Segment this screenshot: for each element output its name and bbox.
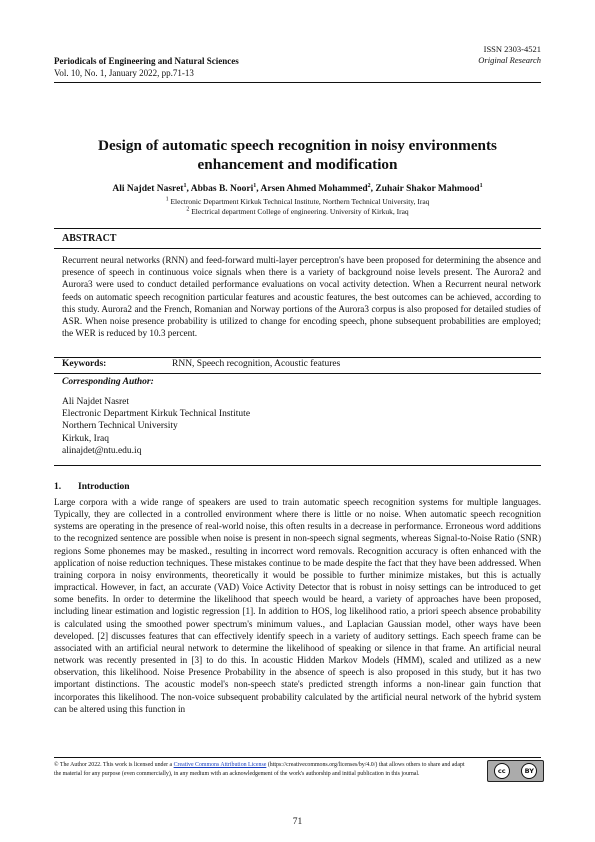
author-affiliation-marker: 1 [253, 182, 257, 189]
abstract-text: Recurrent neural networks (RNN) and feed-forward multi-layer perceptron's have been proposed for determining the absence and presence of speech in continuous voice signals when there is a variety of background noise levels present. The Aurora2 and Aurora3 were used to conduct detailed performance evaluations on vocal activity detection. When a Recurrent neural network feeds on automatic speech recognition particular features and acoustic features, the best outcomes can be achieved, according to this study. Aurora2 and the French, Romanian and Norway portions of the Aurora3 corpus is also proposed for detailed studies of ASR. When noise presence probability is utilized to change for encoding speech, phone subsequent probabilities are employed; the WER is reduced by 10.3 percent. [62, 255, 541, 339]
author-affiliation-marker: 2 [367, 182, 371, 189]
by-icon: BY [521, 763, 537, 779]
author-separator: , [370, 184, 376, 194]
keywords-value: RNN, Speech recognition, Acoustic features [172, 359, 341, 369]
corresponding-university: Northern Technical University [62, 421, 178, 432]
author-affiliation-marker: 1 [183, 182, 187, 189]
affiliation-marker: 1 [165, 196, 169, 203]
section-title: Introduction [78, 482, 130, 492]
affiliation-text: Electrical department College of engineering. University of Kirkuk, Iraq [189, 207, 409, 216]
author-separator: , [256, 184, 261, 194]
license-link[interactable]: Creative Commons Attribution License [173, 762, 267, 768]
author-separator: , [186, 184, 191, 194]
corresponding-author-heading: Corresponding Author: [62, 377, 154, 387]
corresponding-email[interactable]: alinajdet@ntu.edu.iq [62, 445, 142, 456]
paper-title: Design of automatic speech recognition in noisy environments enhancement and modification [98, 137, 497, 173]
keywords-row [62, 359, 340, 369]
author-list [54, 184, 541, 194]
keywords-top-rule [54, 357, 541, 358]
affiliation-text: Electronic Department Kirkuk Technical Institute, Northern Technical University, Iraq [168, 197, 430, 206]
license-rest: (https://creativecommons.org/licenses/by/4.0/) that allows others to share and adapt the material for any purpose (even commercially), in any medium with an acknowledgement of the work's authorship and initial publication in this journal. [54, 762, 465, 777]
header-divider [54, 82, 541, 83]
article-type: Original Research [478, 55, 541, 65]
affiliation-line [54, 197, 541, 207]
journal-name: Periodicals of Engineering and Natural Sciences [54, 56, 239, 66]
footer-rule [54, 757, 541, 758]
cc-by-badge[interactable] [487, 760, 544, 782]
page-number: 71 [292, 817, 303, 827]
abstract-heading-rule [54, 248, 541, 249]
cc-icon: cc [494, 763, 510, 779]
affiliation-marker: 2 [186, 206, 190, 213]
author-name: Arsen Ahmed Mohammed [260, 184, 368, 194]
license-notice [54, 761, 469, 779]
introduction-text: Large corpora with a wide range of speakers are used to train automatic speech recognition systems for multiple languages. Typically, they are collected in a controlled environment where there is little or no noise. When automatic speech recognition systems are operating in the presence of real-world noise, this often results in a decrease in performance. Erroneous word additions to the recognized sentence are possible when noise is present in non-speech signal segments, whereas Signal-to-Noise Ratio (SNR) regions Some phonemes may be masked., resulting in incorrect word removals. Recognition accuracy is often enhanced with the application of noise reduction techniques. These mistakes continue to be made despite the fact that they have been addressed. When training corpora in noisy environments, theoretically it would be possible to further minimize mistakes, but this is actually impractical. However, in fact, an accurate (VAD) Voice Activity Detector that is robust in noisy settings can be introduced to get some benefits. In order to determine the likelihood that speech would be heard, a variety of approaches have been proposed, including linear estimation and logistic regression [1]. In addition to HOS, log likelihood ratio, a priori speech absence probability is calculated using the smoothed power spectrum's minimum values., and Laplacian Gaussian model, other ways have been developed. [2] discusses features that can effectively identify speech in a variety of auditory settings. Each speech frame can be associated with an artificial neural network to determine the likelihood of speaking or silence in that frame. An artificial neural network was recently presented in [3] to do this. In acoustic Hidden Markov Models (HMM), scaled and utilized as a new observation, this likelihood. Noise Presence Probability in the absence of speech is also proposed in this study, but it has two important distinctions. The acoustic model's non-speech state's predicted strength informs a non-linear gain function that incorporates this likelihood. The non-voice subsequent probability calculated by the artificial neural network of the hybrid system can be altered using this function in [54, 497, 541, 714]
abstract-top-rule [54, 228, 541, 229]
affiliation-line [54, 207, 541, 217]
issn: ISSN 2303-4521 [483, 44, 541, 54]
journal-volume: Vol. 10, No. 1, January 2022, pp.71-13 [54, 67, 194, 78]
corresponding-name: Ali Najdet Nasret [62, 397, 130, 407]
author-name: Zuhair Shakor Mahmood [375, 184, 480, 194]
corresponding-location: Kirkuk, Iraq [62, 433, 109, 444]
keywords-bottom-rule [54, 373, 541, 374]
issn-block [478, 44, 541, 66]
corresponding-author-details [62, 396, 250, 457]
author-name: Abbas B. Noori [190, 184, 254, 194]
abstract-heading: ABSTRACT [62, 233, 117, 244]
license-copyright: © The Author 2022. This work is licensed under a [54, 762, 174, 768]
section-number: 1. [54, 482, 62, 492]
section-heading [54, 482, 130, 492]
abstract-bottom-rule [54, 465, 541, 466]
author-name: Ali Najdet Nasret [112, 184, 184, 194]
author-affiliation-marker: 1 [479, 182, 483, 189]
journal-header [54, 56, 239, 79]
keywords-label: Keywords: [62, 359, 107, 369]
affiliation-list [54, 197, 541, 217]
corresponding-department: Electronic Department Kirkuk Technical Institute [62, 409, 251, 420]
